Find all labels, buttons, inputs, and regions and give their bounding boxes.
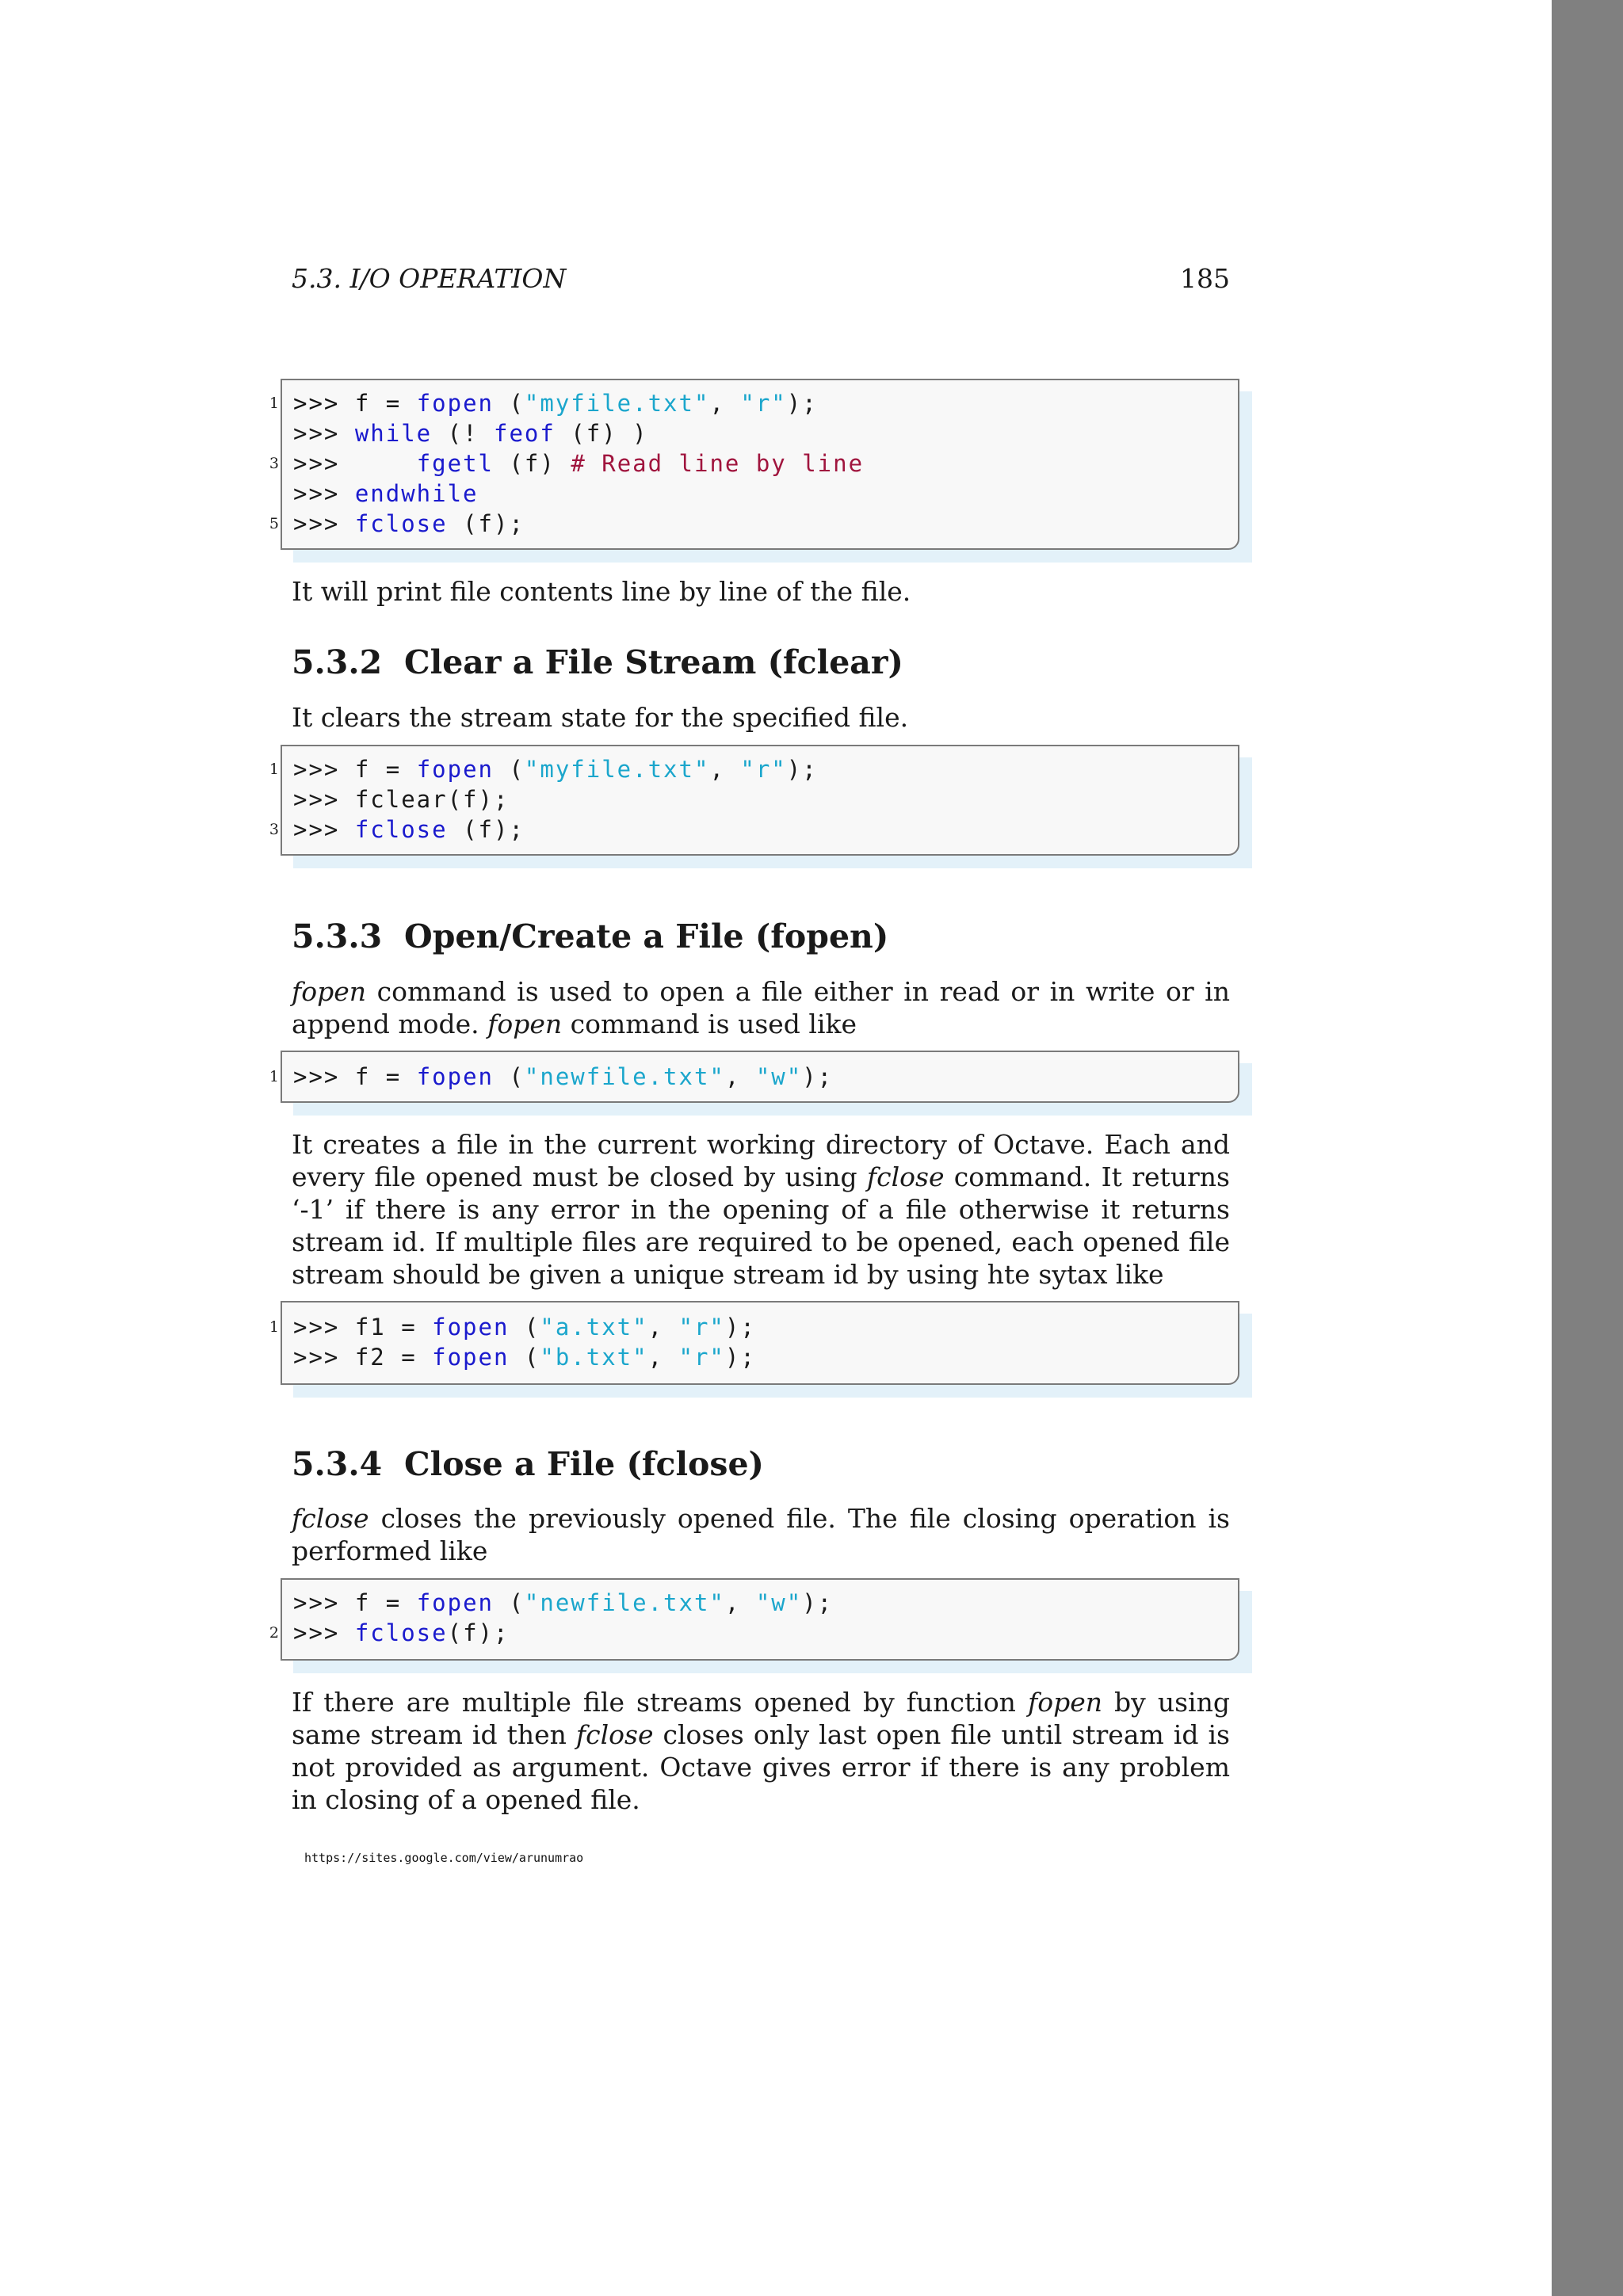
section-number: 5.3.4 [292, 1445, 383, 1483]
line-number: 1 [269, 395, 279, 412]
code-frame [281, 379, 1239, 550]
page-number: 185 [1180, 263, 1230, 294]
line-number: 3 [269, 821, 279, 838]
code-line: >>> f = fopen ("newfile.txt", "w"); [293, 1063, 834, 1090]
section-title: Open/Create a File (fopen) [404, 917, 889, 955]
code-block-5 [269, 1578, 1239, 1661]
code-line: >>> fclear(f); [293, 786, 510, 813]
section-heading [292, 917, 888, 955]
section-number: 5.3.3 [292, 917, 383, 955]
paragraph: It creates a file in the current working directory of Octave. Each and every file opened must be closed by using fclose command. It returns ‘-1’ if there is any error in the opening of a file otherwise it returns stream id. If multiple files are required to be opened, each opened file stream should be given a unique stream id by using hte sytax like [292, 1129, 1230, 1290]
code-line: >>> f = fopen ("myfile.txt", "r"); [293, 390, 818, 417]
code-frame [281, 745, 1239, 856]
code-frame [281, 1578, 1239, 1661]
line-number: 3 [269, 455, 279, 472]
code-line: >>> fclose (f); [293, 816, 525, 843]
section-number: 5.3.2 [292, 643, 383, 681]
code-line: >>> fclose (f); [293, 510, 525, 537]
line-number: 1 [269, 761, 279, 778]
page-edge-bar [1552, 0, 1623, 2296]
code-line: >>> fclose(f); [293, 1619, 510, 1646]
code-line: >>> f = fopen ("myfile.txt", "r"); [293, 756, 818, 783]
footer-url[interactable]: https://sites.google.com/view/arunumrao [304, 1851, 584, 1865]
code-block-4 [269, 1301, 1239, 1385]
line-number: 1 [269, 1068, 279, 1085]
paragraph: fopen command is used to open a file either in read or in write or in append mode. fopen command is used like [292, 976, 1230, 1039]
section-title: Clear a File Stream (fclear) [404, 643, 903, 681]
section-heading [292, 643, 903, 681]
code-frame [281, 1301, 1239, 1385]
paragraph: It clears the stream state for the specified file. [292, 702, 909, 733]
paragraph: fclose closes the previously opened file. The file closing operation is performed like [292, 1503, 1230, 1566]
section-title: Close a File (fclose) [404, 1445, 764, 1483]
header-title: 5.3. I/O OPERATION [292, 263, 567, 294]
code-frame [281, 1051, 1239, 1103]
running-header [292, 263, 1230, 298]
code-line: >>> endwhile [293, 480, 479, 507]
code-line: >>> while (! feof (f) ) [293, 420, 648, 447]
code-block-1 [269, 379, 1239, 550]
line-number: 1 [269, 1318, 279, 1336]
code-block-3 [269, 1051, 1239, 1103]
paragraph: If there are multiple file streams opened by function fopen by using same stream id then fclose closes only last open file until stream id is not provided as argument. Octave gives error if there is any problem in closing of a opened file. [292, 1687, 1230, 1815]
section-heading [292, 1445, 764, 1483]
code-line: >>> f1 = fopen ("a.txt", "r"); [293, 1314, 756, 1341]
code-line: >>> f2 = fopen ("b.txt", "r"); [293, 1344, 756, 1371]
code-block-2 [269, 745, 1239, 856]
code-line: >>> f = fopen ("newfile.txt", "w"); [293, 1589, 834, 1616]
line-number: 2 [269, 1624, 279, 1642]
line-number: 5 [269, 515, 279, 532]
paragraph: It will print file contents line by line of the file. [292, 576, 911, 607]
code-line: >>> fgetl (f) # Read line by line [293, 450, 865, 477]
